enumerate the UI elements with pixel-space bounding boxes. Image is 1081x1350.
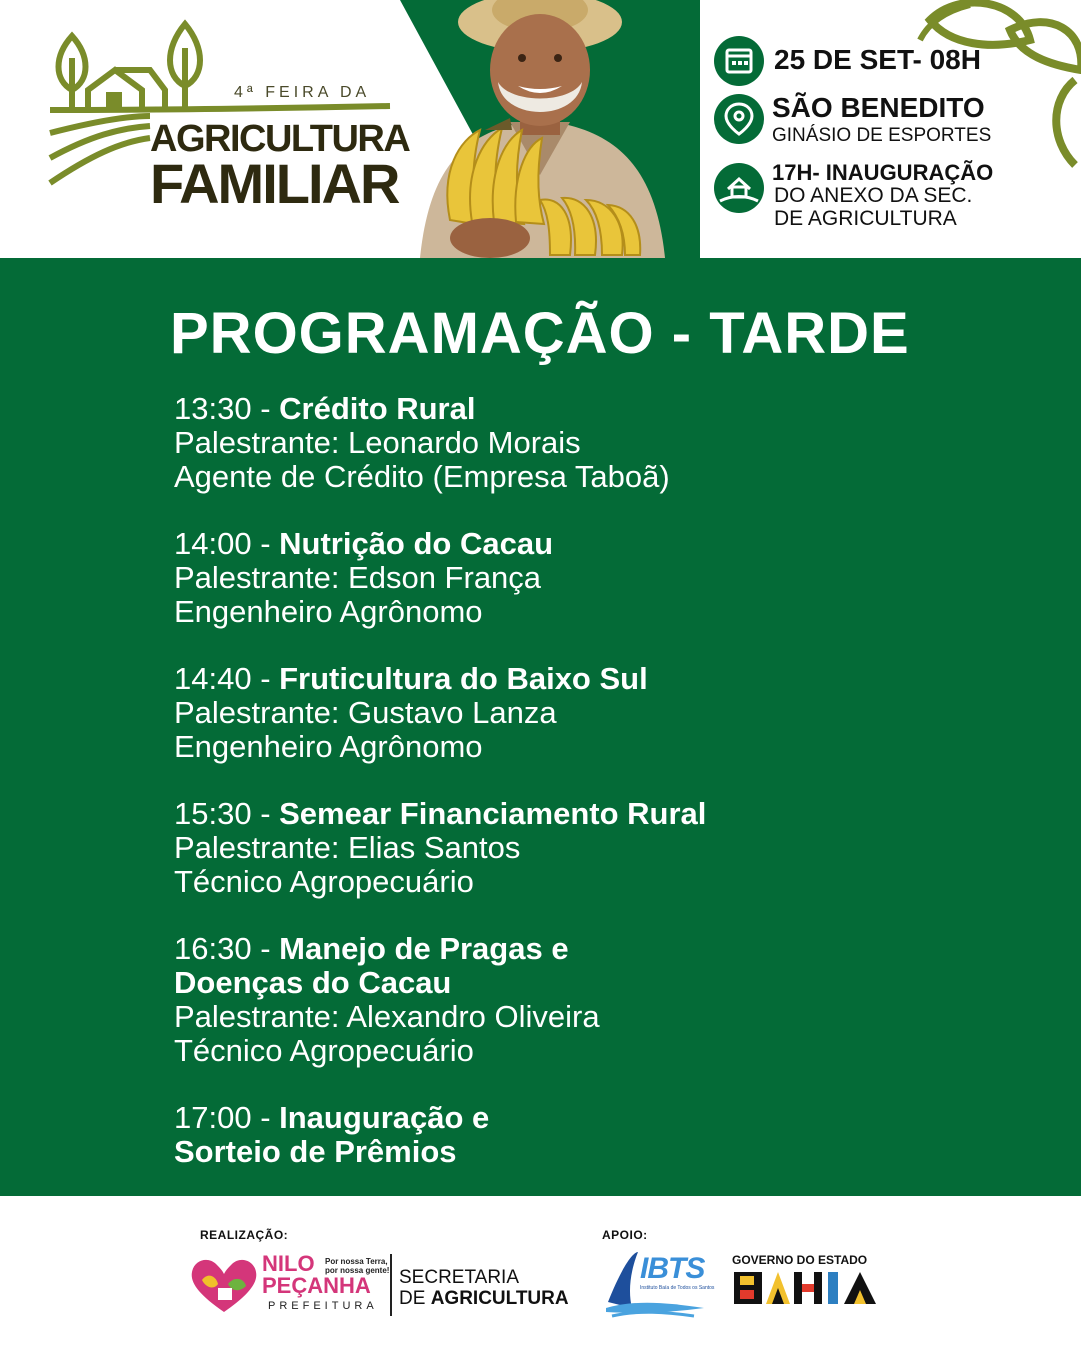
session-title-continued: Doenças do Cacau xyxy=(174,965,452,1000)
event-location: SÃO BENEDITO xyxy=(772,92,985,123)
logo-title-line1: AGRICULTURA xyxy=(150,118,410,160)
nilo-slogan-1: Por nossa Terra, xyxy=(325,1257,388,1266)
inauguration-line2: DE AGRICULTURA xyxy=(774,207,957,230)
sponsors-footer xyxy=(0,1196,1081,1350)
program-section xyxy=(0,258,1081,1196)
realizacao-label: REALIZAÇÃO: xyxy=(200,1228,289,1242)
session-time: 16:30 - xyxy=(174,931,280,966)
session-role: Engenheiro Agrônomo xyxy=(174,729,483,764)
secretaria-line1: SECRETARIA xyxy=(399,1267,520,1288)
nilo-slogan-2: por nossa gente! xyxy=(325,1266,390,1275)
event-venue: GINÁSIO DE ESPORTES xyxy=(772,125,992,146)
apoio-label: APOIO: xyxy=(602,1228,648,1242)
nilo-name-line1: NILO xyxy=(262,1251,315,1276)
secretaria-prefix: DE xyxy=(399,1288,431,1309)
inauguration-title: 17H- INAUGURAÇÃO xyxy=(772,160,994,185)
secretaria-bold: AGRICULTURA xyxy=(430,1288,569,1309)
ibts-name: IBTS xyxy=(640,1252,705,1285)
program-title: PROGRAMAÇÃO - TARDE xyxy=(170,301,910,366)
nilo-pecanha-heart-logo xyxy=(188,1254,260,1316)
inauguration-line1: DO ANEXO DA SEC. xyxy=(774,184,973,207)
session-list xyxy=(174,392,1034,1202)
session-item xyxy=(174,797,1034,899)
session-item xyxy=(174,1101,1034,1169)
logo-subtitle: 4ª FEIRA DA xyxy=(234,84,371,101)
bahia-logo-icon xyxy=(732,1270,888,1306)
session-role: Técnico Agropecuário xyxy=(174,1033,474,1068)
session-role: Agente de Crédito (Empresa Taboã) xyxy=(174,459,670,494)
footer-divider xyxy=(390,1254,392,1316)
poster-header xyxy=(0,0,1081,258)
session-item xyxy=(174,527,1034,629)
session-role: Engenheiro Agrônomo xyxy=(174,594,483,629)
farm-house-icon xyxy=(714,163,764,213)
session-speaker: Palestrante: Leonardo Morais xyxy=(174,425,581,460)
session-speaker: Palestrante: Elias Santos xyxy=(174,830,521,865)
location-pin-icon xyxy=(714,94,764,144)
session-title: Fruticultura do Baixo Sul xyxy=(279,661,648,696)
bahia-government-label: GOVERNO DO ESTADO xyxy=(732,1253,868,1267)
session-time: 15:30 - xyxy=(174,796,280,831)
session-item xyxy=(174,932,1034,1068)
secretaria-line2 xyxy=(399,1288,569,1310)
farmer-photo xyxy=(390,0,700,258)
session-time: 13:30 - xyxy=(174,391,280,426)
event-date: 25 DE SET- 08H xyxy=(774,44,981,75)
session-item xyxy=(174,662,1034,764)
logo-title-line2: FAMILIAR xyxy=(150,152,399,215)
session-item xyxy=(174,392,1034,494)
session-speaker: Palestrante: Gustavo Lanza xyxy=(174,695,557,730)
session-title: Inauguração e xyxy=(279,1100,490,1135)
session-title: Crédito Rural xyxy=(279,391,476,426)
session-role: Técnico Agropecuário xyxy=(174,864,474,899)
session-title-continued: Sorteio de Prêmios xyxy=(174,1134,457,1169)
session-title: Semear Financiamento Rural xyxy=(279,796,707,831)
calendar-icon xyxy=(714,36,764,86)
ibts-subtitle: Instituto Baía de Todos os Santos xyxy=(640,1285,715,1291)
session-time: 14:40 - xyxy=(174,661,280,696)
session-time: 17:00 - xyxy=(174,1100,280,1135)
session-speaker: Palestrante: Alexandro Oliveira xyxy=(174,999,600,1034)
session-title: Nutrição do Cacau xyxy=(279,526,554,561)
session-title: Manejo de Pragas e xyxy=(279,931,569,966)
nilo-name-line2: PEÇANHA xyxy=(262,1273,371,1298)
session-speaker: Palestrante: Edson França xyxy=(174,560,542,595)
session-time: 14:00 - xyxy=(174,526,280,561)
nilo-prefeitura: PREFEITURA xyxy=(268,1300,378,1312)
